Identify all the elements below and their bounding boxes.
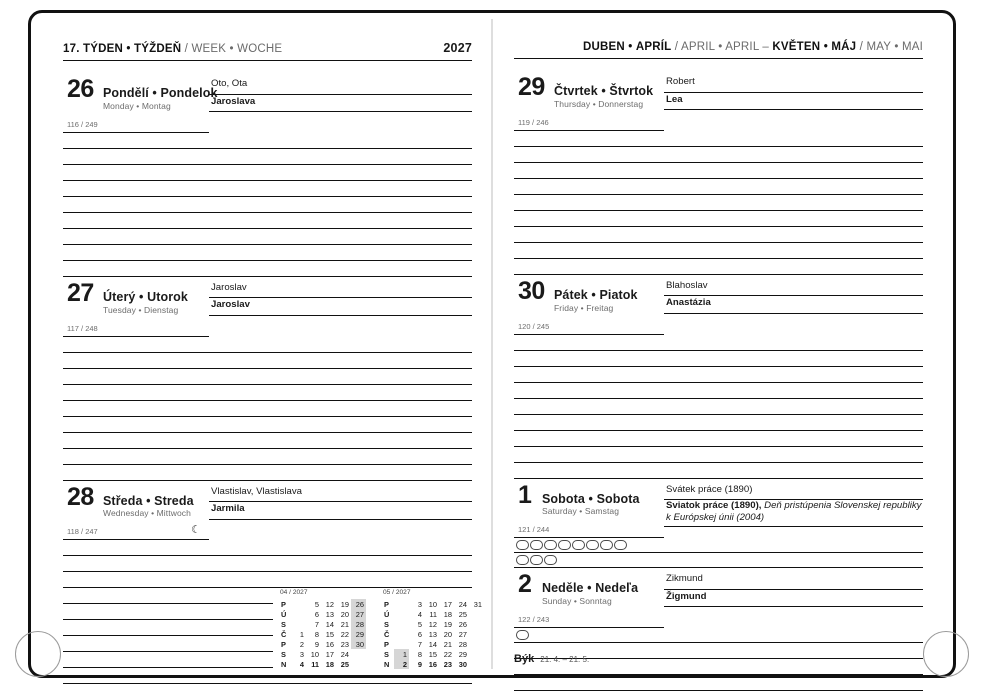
day-30-weekday: Pátek • Piatok [554, 287, 638, 302]
mini-calendar-april-title: 04 / 2027 [280, 589, 308, 597]
mini-day: 3 [299, 649, 304, 659]
mini-day: 15 [428, 649, 437, 659]
day-02-event-row-1[interactable] [514, 628, 923, 643]
month-sep-3: • [823, 41, 828, 53]
mini-dow: Ú [384, 609, 390, 619]
mini-dow: S [384, 649, 389, 659]
day-01-day-count: 121 / 244 [514, 525, 664, 538]
event-pill-icon[interactable] [614, 540, 627, 550]
mini-day [394, 639, 409, 649]
mini-day: 18 [443, 609, 452, 619]
mini-day [291, 619, 306, 629]
zodiac-name-rest: k [528, 653, 535, 665]
mini-day [394, 629, 409, 639]
month-1-sk: APRÍL [635, 41, 672, 53]
mini-day: 12 [325, 599, 334, 609]
mini-day: 23 [340, 639, 349, 649]
day-29-weekday: Čtvrtek • Štvrtok [554, 84, 654, 98]
day-29-weekday-translations: Thursday • Donnerstag [554, 98, 644, 109]
mini-day: 4 [417, 609, 422, 619]
day-02-weekday-translations: Sunday • Sonntag [542, 596, 612, 607]
day-02-number: 2 [518, 570, 532, 599]
mini-dow: S [281, 619, 286, 629]
mini-calendars [273, 588, 484, 669]
day-28-nameday-sk[interactable]: Jarmila [209, 502, 472, 520]
mini-day-highlighted: 2 [394, 659, 409, 669]
day-26-day-count: 116 / 249 [63, 120, 209, 133]
event-pill-icon[interactable] [558, 540, 571, 550]
mini-day: 29 [458, 649, 467, 659]
day-30-nameday-sk[interactable]: Anastázia [664, 296, 923, 314]
month-2-de: MAI [901, 41, 923, 53]
mini-day: 10 [428, 599, 437, 609]
day-01-holiday-sk[interactable] [664, 500, 923, 527]
event-pill-icon[interactable] [544, 555, 557, 565]
day-01-weekday-translations: Saturday • Samstag [542, 506, 620, 517]
mini-day: 11 [429, 609, 437, 619]
mini-day: 14 [325, 619, 334, 629]
mini-day: 4 [299, 659, 304, 669]
header-slash: / [184, 43, 189, 55]
moon-phase-icon: ☾ [191, 524, 201, 537]
mini-dow: P [281, 599, 286, 609]
mini-calendar-april [279, 590, 366, 669]
zodiac-footer [514, 653, 589, 665]
mini-day [291, 599, 306, 609]
mini-day: 5 [314, 599, 319, 609]
day-27-writing-lines[interactable] [63, 337, 472, 481]
day-01-event-pills-1[interactable] [514, 538, 627, 552]
mini-day: 9 [314, 639, 319, 649]
month-1-en: APRIL [680, 41, 715, 53]
mini-day: 6 [314, 609, 319, 619]
day-27-number: 27 [67, 278, 94, 307]
mini-day [394, 609, 409, 619]
mini-day: 16 [428, 659, 437, 669]
mini-day: 28 [458, 639, 467, 649]
mini-dow: P [384, 599, 389, 609]
mini-day-highlighted: 28 [351, 619, 366, 629]
day-26-nameday-cz[interactable]: Oto, Ota [209, 77, 472, 95]
day-30-weekday-translations: Friday • Freitag [554, 302, 614, 313]
mini-day: 24 [340, 649, 349, 659]
mini-day-highlighted: 29 [351, 629, 366, 639]
day-28-weekday-translations: Wednesday • Mittwoch [103, 508, 191, 519]
mini-day: 8 [314, 629, 319, 639]
day-02-day-count: 122 / 243 [514, 615, 664, 628]
month-slash-1: / [674, 41, 679, 53]
mini-day: 31 [473, 599, 482, 609]
day-27-weekday-translations: Tuesday • Dienstag [103, 304, 179, 315]
week-title [63, 43, 282, 55]
day-01-weekday: Sobota • Sobota [542, 491, 640, 506]
day-28-number: 28 [67, 482, 94, 511]
mini-day: 17 [325, 649, 334, 659]
event-pill-icon[interactable] [572, 540, 585, 550]
mini-dow: S [384, 619, 389, 629]
day-27-nameday-sk[interactable]: Jaroslav [209, 298, 472, 316]
day-27-nameday-cz[interactable]: Jaroslav [209, 281, 472, 299]
event-pill-icon[interactable] [530, 555, 543, 565]
mini-day: 2 [299, 639, 304, 649]
mini-day: 22 [443, 649, 452, 659]
month-sep-4: • [894, 41, 899, 53]
month-1-de: APRIL [725, 41, 759, 53]
mini-day: 12 [428, 619, 437, 629]
mini-dow: P [281, 639, 286, 649]
page-corner-curl-right [923, 631, 969, 677]
mini-day: 17 [443, 599, 452, 609]
day-29-number-column [514, 75, 664, 131]
header-separator-1: • [126, 43, 131, 55]
page-corner-curl-left [15, 631, 61, 677]
mini-dow: S [281, 649, 286, 659]
day-02-event-pills-1[interactable] [514, 628, 529, 642]
week-number-en: WEEK [191, 43, 227, 55]
day-entry-30 [514, 276, 923, 479]
day-02-event-rows[interactable] [514, 628, 923, 643]
day-26-number: 26 [67, 75, 94, 103]
day-30-writing-lines[interactable] [514, 335, 923, 479]
day-30-number: 30 [518, 276, 545, 305]
mini-day: 20 [443, 629, 452, 639]
day-01-event-row-1[interactable] [514, 538, 923, 553]
mini-day: 15 [325, 629, 334, 639]
mini-day [394, 599, 409, 609]
day-entry-26 [63, 77, 472, 277]
day-01-holiday-sk-italic: Deň pristúpenia Slovenskej republiky k Európskej únii (2004) [666, 500, 922, 524]
day-02-weekday: Neděle • Nedeľa [542, 581, 639, 596]
month-title [583, 41, 923, 53]
planner-spread [28, 10, 956, 678]
mini-day: 8 [417, 649, 422, 659]
month-dash: – [762, 41, 770, 53]
day-entry-27 [63, 278, 472, 481]
mini-day [351, 649, 366, 659]
mini-day: 5 [417, 619, 422, 629]
month-1-cz: DUBEN [582, 41, 625, 53]
day-30-nameday-cz[interactable]: Blahoslav [664, 279, 923, 297]
day-02-writing-lines[interactable] [514, 643, 923, 691]
day-02-number-column [514, 572, 664, 628]
day-29-day-count: 119 / 246 [514, 118, 664, 131]
mini-day [394, 619, 409, 629]
mini-day: 25 [458, 609, 467, 619]
mini-day: 18 [325, 659, 334, 669]
mini-day: 7 [417, 639, 422, 649]
day-26-writing-lines[interactable] [63, 133, 472, 277]
day-30-number-column [514, 276, 664, 335]
mini-day: 9 [417, 659, 422, 669]
mini-day: 14 [428, 639, 437, 649]
day-26-nameday-column [209, 77, 472, 112]
mini-day: 25 [340, 659, 349, 669]
day-30-nameday-column [664, 279, 923, 314]
mini-day: 27 [458, 629, 467, 639]
day-26-nameday-sk[interactable]: Jaroslava [209, 95, 472, 113]
day-28-weekday: Středa • Streda [103, 493, 194, 508]
event-pill-icon[interactable] [544, 540, 557, 550]
day-01-holiday-sk-bold: Sviatok práce (1890), [666, 500, 762, 512]
mini-day: 20 [340, 609, 349, 619]
day-01-holiday-column [664, 483, 923, 528]
day-26-number-column [63, 75, 218, 133]
month-2-sk: MÁJ [831, 41, 857, 53]
mini-day: 10 [310, 649, 319, 659]
event-pill-icon[interactable] [600, 540, 613, 550]
mini-day: 19 [340, 599, 349, 609]
mini-day: 22 [340, 629, 349, 639]
mini-day: 13 [428, 629, 437, 639]
month-2-en: MAY [866, 41, 891, 53]
zodiac-date-range: 21. 4. – 21. 5. [540, 655, 590, 664]
day-29-writing-lines[interactable] [514, 131, 923, 275]
mini-day: 26 [458, 619, 467, 629]
mini-day: 24 [458, 599, 467, 609]
day-entry-01 [514, 480, 923, 569]
mini-day: 13 [325, 609, 334, 619]
week-number-cz: 17. TÝDEN [63, 43, 123, 55]
day-01-holiday-cz[interactable]: Svátek práce (1890) [664, 483, 923, 501]
month-2-cz: KVĚTEN [772, 41, 821, 53]
mini-dow: Č [281, 629, 287, 639]
day-28-nameday-column [209, 485, 472, 520]
mini-day: 21 [443, 639, 452, 649]
day-28-number-column [63, 482, 209, 541]
day-01-number-column [514, 480, 664, 539]
year-label: 2027 [443, 41, 472, 55]
day-01-event-row-2[interactable] [514, 553, 923, 568]
mini-day: 3 [417, 599, 422, 609]
week-number-sk: TÝŽDEŇ [134, 43, 182, 55]
day-30-day-count: 120 / 245 [514, 322, 664, 335]
day-28-nameday-cz[interactable]: Vlastislav, Vlastislava [209, 485, 472, 503]
mini-dow: N [281, 659, 287, 669]
left-page [31, 13, 492, 675]
day-29-nameday-column [664, 75, 923, 110]
day-26-weekday: Pondělí • Pondelok [103, 86, 218, 100]
day-27-weekday: Úterý • Utorok [103, 289, 188, 304]
day-entry-29 [514, 75, 923, 275]
event-pill-icon[interactable] [530, 540, 543, 550]
event-pill-icon[interactable] [516, 630, 529, 640]
day-26-weekday-translations: Monday • Montag [103, 100, 171, 111]
month-slash-2: / [859, 41, 864, 53]
event-pill-icon[interactable] [586, 540, 599, 550]
day-02-nameday-sk[interactable]: Žigmund [664, 590, 923, 608]
mini-dow: N [384, 659, 390, 669]
day-27-day-count: 117 / 248 [63, 324, 209, 337]
left-page-header [63, 41, 472, 61]
mini-day: 6 [417, 629, 422, 639]
mini-day: 11 [311, 659, 319, 669]
mini-day: 19 [443, 619, 452, 629]
zodiac-name-bold: Bý [514, 653, 529, 665]
mini-day: 7 [314, 619, 319, 629]
mini-day-highlighted: 30 [351, 639, 366, 649]
event-pill-icon[interactable] [516, 540, 529, 550]
day-28-day-count-text: 118 / 247 [67, 527, 98, 537]
mini-day: 30 [458, 659, 467, 669]
mini-calendar-may-title: 05 / 2027 [383, 589, 411, 597]
mini-day: 16 [325, 639, 334, 649]
month-sep-2: • [718, 41, 723, 53]
day-29-nameday-sk[interactable]: Lea [664, 93, 923, 111]
mini-day-highlighted: 26 [351, 599, 366, 609]
mini-calendar-may [382, 590, 484, 669]
day-entry-02 [514, 572, 923, 691]
mini-day: 1 [299, 629, 304, 639]
mini-day: 21 [340, 619, 349, 629]
mini-dow: P [384, 639, 389, 649]
day-01-number: 1 [518, 480, 532, 509]
mini-dow: Č [384, 629, 390, 639]
mini-day: 23 [443, 659, 452, 669]
day-29-number: 29 [518, 73, 545, 101]
right-page-header [514, 41, 923, 59]
mini-day [291, 609, 306, 619]
day-27-nameday-column [209, 281, 472, 316]
day-01-event-rows[interactable] [514, 538, 923, 568]
book-spine [492, 19, 493, 669]
week-number-de: WOCHE [237, 43, 283, 55]
right-page [492, 13, 953, 675]
day-27-number-column [63, 278, 209, 337]
header-separator-2: • [229, 43, 234, 55]
day-01-event-pills-2[interactable] [514, 553, 557, 567]
day-02-nameday-column [664, 572, 923, 607]
event-pill-icon[interactable] [516, 555, 529, 565]
month-sep-1: • [628, 41, 633, 53]
mini-day-highlighted: 27 [351, 609, 366, 619]
mini-dow: Ú [281, 609, 287, 619]
day-28-day-count [63, 524, 209, 540]
day-29-nameday-cz[interactable]: Robert [664, 75, 923, 93]
day-02-nameday-cz[interactable]: Zikmund [664, 572, 923, 590]
mini-day [351, 659, 366, 669]
mini-day-highlighted: 1 [394, 649, 409, 659]
